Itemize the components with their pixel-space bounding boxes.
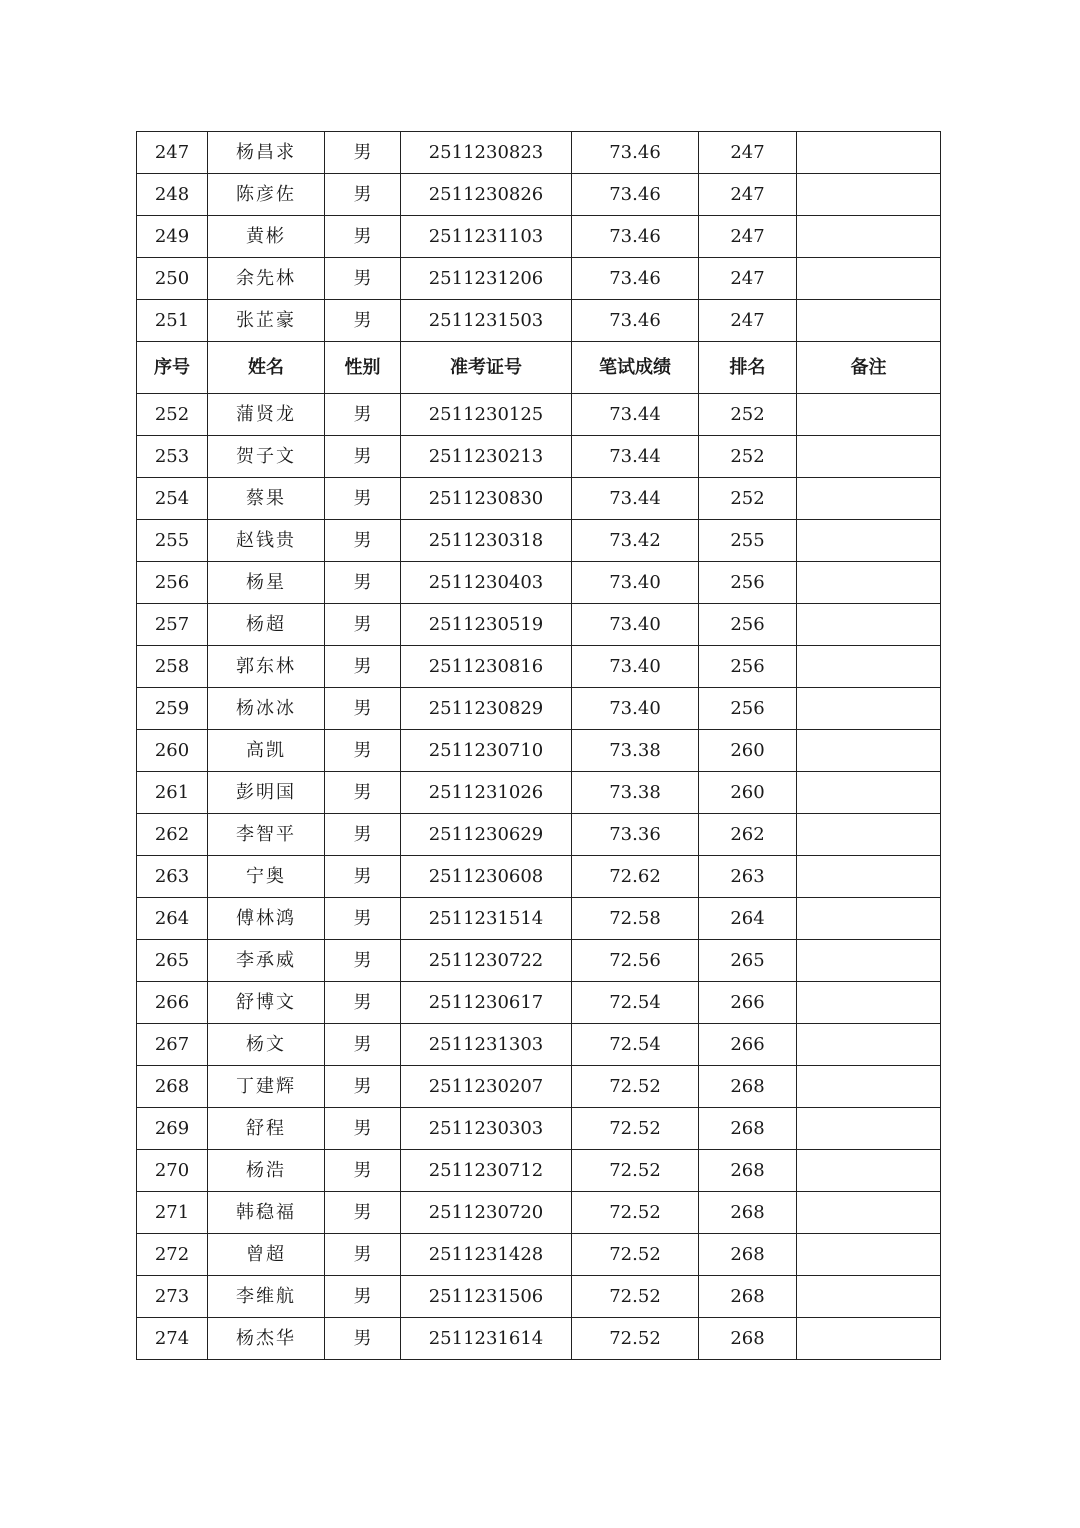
cell-col-index: 249 [137,216,208,258]
cell-col-name: 杨杰华 [208,1318,325,1360]
cell-col-exam-id: 2511231206 [401,258,572,300]
cell-col-remark [797,1066,941,1108]
cell-col-remark [797,814,941,856]
cell-col-name: 丁建辉 [208,1066,325,1108]
cell-col-remark [797,940,941,982]
cell-col-name: 彭明国 [208,772,325,814]
table-row [137,730,941,772]
table-row [137,1318,941,1360]
cell-col-name: 杨星 [208,562,325,604]
cell-col-gender: 男 [325,1276,401,1318]
cell-col-remark [797,1318,941,1360]
cell-col-index: 253 [137,436,208,478]
cell-col-name: 傅林鸿 [208,898,325,940]
cell-col-remark [797,132,941,174]
cell-col-remark [797,478,941,520]
cell-col-rank: 256 [699,646,797,688]
cell-col-remark [797,688,941,730]
cell-col-rank: 263 [699,856,797,898]
cell-col-remark [797,300,941,342]
cell-col-remark [797,1276,941,1318]
cell-col-gender: 男 [325,1150,401,1192]
cell-col-rank: 268 [699,1234,797,1276]
cell-col-score: 72.56 [572,940,699,982]
cell-col-name: 郭东林 [208,646,325,688]
cell-col-remark [797,258,941,300]
table-row [137,174,941,216]
cell-col-score: 73.38 [572,772,699,814]
cell-col-index: 268 [137,1066,208,1108]
cell-col-name: 黄彬 [208,216,325,258]
table-row [137,1276,941,1318]
cell-col-remark [797,1150,941,1192]
cell-col-index: 248 [137,174,208,216]
cell-col-gender: 男 [325,478,401,520]
cell-col-rank: 247 [699,216,797,258]
cell-col-exam-id: 2511231614 [401,1318,572,1360]
cell-col-name: 杨文 [208,1024,325,1066]
cell-col-score: 73.40 [572,604,699,646]
cell-col-gender: 男 [325,688,401,730]
cell-col-gender: 男 [325,1108,401,1150]
cell-col-score: 72.52 [572,1318,699,1360]
cell-col-name: 贺子文 [208,436,325,478]
cell-col-exam-id: 2511230830 [401,478,572,520]
cell-col-exam-id: 2511230826 [401,174,572,216]
cell-col-index: 272 [137,1234,208,1276]
cell-col-remark [797,730,941,772]
cell-col-name: 陈彦佐 [208,174,325,216]
header-cell-col-remark: 备注 [797,342,941,394]
table-row [137,216,941,258]
header-cell-col-gender: 性别 [325,342,401,394]
cell-col-gender: 男 [325,562,401,604]
cell-col-gender: 男 [325,1066,401,1108]
table-row [137,688,941,730]
cell-col-score: 73.44 [572,394,699,436]
cell-col-score: 72.52 [572,1276,699,1318]
cell-col-gender: 男 [325,940,401,982]
cell-col-exam-id: 2511231514 [401,898,572,940]
cell-col-rank: 266 [699,982,797,1024]
cell-col-remark [797,1234,941,1276]
cell-col-name: 高凯 [208,730,325,772]
cell-col-rank: 260 [699,730,797,772]
table-row [137,898,941,940]
cell-col-index: 257 [137,604,208,646]
cell-col-gender: 男 [325,604,401,646]
cell-col-rank: 247 [699,300,797,342]
cell-col-score: 73.36 [572,814,699,856]
cell-col-rank: 252 [699,436,797,478]
cell-col-exam-id: 2511231303 [401,1024,572,1066]
table-row [137,982,941,1024]
cell-col-name: 李承威 [208,940,325,982]
cell-col-score: 73.46 [572,216,699,258]
cell-col-exam-id: 2511230608 [401,856,572,898]
cell-col-remark [797,174,941,216]
table-row [137,394,941,436]
cell-col-score: 72.54 [572,1024,699,1066]
table-row [137,646,941,688]
cell-col-score: 73.46 [572,174,699,216]
cell-col-index: 271 [137,1192,208,1234]
cell-col-score: 73.40 [572,562,699,604]
cell-col-gender: 男 [325,216,401,258]
cell-col-gender: 男 [325,856,401,898]
cell-col-gender: 男 [325,730,401,772]
cell-col-gender: 男 [325,174,401,216]
table-row [137,1234,941,1276]
cell-col-rank: 256 [699,604,797,646]
table-row [137,1024,941,1066]
cell-col-index: 264 [137,898,208,940]
cell-col-gender: 男 [325,1192,401,1234]
cell-col-name: 蔡果 [208,478,325,520]
cell-col-name: 张芷豪 [208,300,325,342]
cell-col-remark [797,898,941,940]
cell-col-index: 251 [137,300,208,342]
cell-col-gender: 男 [325,814,401,856]
cell-col-index: 258 [137,646,208,688]
cell-col-gender: 男 [325,132,401,174]
header-cell-col-name: 姓名 [208,342,325,394]
cell-col-rank: 268 [699,1108,797,1150]
cell-col-rank: 268 [699,1150,797,1192]
cell-col-rank: 247 [699,174,797,216]
cell-col-remark [797,982,941,1024]
cell-col-score: 72.52 [572,1234,699,1276]
cell-col-exam-id: 2511231428 [401,1234,572,1276]
cell-col-score: 73.46 [572,300,699,342]
cell-col-rank: 256 [699,688,797,730]
table-row [137,1108,941,1150]
cell-col-rank: 247 [699,132,797,174]
cell-col-index: 274 [137,1318,208,1360]
cell-col-exam-id: 2511230823 [401,132,572,174]
cell-col-gender: 男 [325,394,401,436]
cell-col-name: 余先林 [208,258,325,300]
cell-col-exam-id: 2511230829 [401,688,572,730]
cell-col-score: 73.42 [572,520,699,562]
cell-col-rank: 252 [699,394,797,436]
cell-col-index: 266 [137,982,208,1024]
cell-col-remark [797,1024,941,1066]
cell-col-gender: 男 [325,646,401,688]
cell-col-gender: 男 [325,1318,401,1360]
cell-col-index: 247 [137,132,208,174]
cell-col-score: 72.52 [572,1066,699,1108]
table-row [137,940,941,982]
cell-col-exam-id: 2511230318 [401,520,572,562]
cell-col-rank: 255 [699,520,797,562]
cell-col-gender: 男 [325,772,401,814]
cell-col-index: 252 [137,394,208,436]
table-row [137,478,941,520]
cell-col-name: 杨昌求 [208,132,325,174]
cell-col-name: 杨超 [208,604,325,646]
header-cell-col-index: 序号 [137,342,208,394]
cell-col-index: 256 [137,562,208,604]
cell-col-score: 73.44 [572,436,699,478]
cell-col-rank: 264 [699,898,797,940]
cell-col-score: 72.58 [572,898,699,940]
cell-col-rank: 262 [699,814,797,856]
table-row [137,604,941,646]
cell-col-exam-id: 2511230617 [401,982,572,1024]
table-row [137,1066,941,1108]
cell-col-exam-id: 2511230519 [401,604,572,646]
cell-col-gender: 男 [325,1234,401,1276]
cell-col-rank: 266 [699,1024,797,1066]
cell-col-remark [797,856,941,898]
table-row [137,562,941,604]
cell-col-exam-id: 2511230720 [401,1192,572,1234]
cell-col-score: 72.54 [572,982,699,1024]
cell-col-index: 273 [137,1276,208,1318]
cell-col-index: 261 [137,772,208,814]
cell-col-remark [797,604,941,646]
score-table [136,131,941,1360]
cell-col-remark [797,394,941,436]
cell-col-remark [797,562,941,604]
cell-col-rank: 252 [699,478,797,520]
cell-col-remark [797,216,941,258]
table-row [137,772,941,814]
cell-col-score: 72.52 [572,1108,699,1150]
cell-col-remark [797,646,941,688]
cell-col-gender: 男 [325,1024,401,1066]
table-row [137,1150,941,1192]
cell-col-gender: 男 [325,520,401,562]
cell-col-exam-id: 2511230816 [401,646,572,688]
cell-col-exam-id: 2511230710 [401,730,572,772]
cell-col-index: 267 [137,1024,208,1066]
cell-col-index: 259 [137,688,208,730]
table-row [137,520,941,562]
cell-col-index: 250 [137,258,208,300]
cell-col-remark [797,1108,941,1150]
cell-col-index: 265 [137,940,208,982]
cell-col-exam-id: 2511230722 [401,940,572,982]
cell-col-gender: 男 [325,898,401,940]
table-row [137,436,941,478]
cell-col-exam-id: 2511230712 [401,1150,572,1192]
cell-col-index: 260 [137,730,208,772]
cell-col-gender: 男 [325,258,401,300]
cell-col-gender: 男 [325,300,401,342]
cell-col-name: 李智平 [208,814,325,856]
cell-col-index: 254 [137,478,208,520]
table-body [137,132,941,1360]
cell-col-score: 72.52 [572,1150,699,1192]
cell-col-exam-id: 2511231103 [401,216,572,258]
cell-col-name: 宁奥 [208,856,325,898]
cell-col-name: 杨冰冰 [208,688,325,730]
cell-col-score: 73.40 [572,688,699,730]
cell-col-score: 73.44 [572,478,699,520]
table-header-row [137,342,941,394]
cell-col-exam-id: 2511230125 [401,394,572,436]
cell-col-index: 255 [137,520,208,562]
cell-col-rank: 247 [699,258,797,300]
cell-col-index: 270 [137,1150,208,1192]
cell-col-name: 杨浩 [208,1150,325,1192]
cell-col-name: 舒程 [208,1108,325,1150]
table-row [137,258,941,300]
table-row [137,132,941,174]
cell-col-exam-id: 2511230213 [401,436,572,478]
cell-col-name: 李维航 [208,1276,325,1318]
header-cell-col-exam-id: 准考证号 [401,342,572,394]
cell-col-name: 蒲贤龙 [208,394,325,436]
cell-col-name: 舒博文 [208,982,325,1024]
cell-col-index: 263 [137,856,208,898]
cell-col-rank: 265 [699,940,797,982]
cell-col-gender: 男 [325,436,401,478]
cell-col-score: 72.52 [572,1192,699,1234]
cell-col-exam-id: 2511231026 [401,772,572,814]
cell-col-rank: 268 [699,1318,797,1360]
cell-col-exam-id: 2511230629 [401,814,572,856]
cell-col-exam-id: 2511231506 [401,1276,572,1318]
cell-col-exam-id: 2511230207 [401,1066,572,1108]
cell-col-rank: 268 [699,1066,797,1108]
cell-col-index: 269 [137,1108,208,1150]
cell-col-rank: 260 [699,772,797,814]
cell-col-rank: 268 [699,1276,797,1318]
cell-col-exam-id: 2511230303 [401,1108,572,1150]
cell-col-rank: 256 [699,562,797,604]
header-cell-col-score: 笔试成绩 [572,342,699,394]
cell-col-score: 73.46 [572,258,699,300]
cell-col-gender: 男 [325,982,401,1024]
cell-col-index: 262 [137,814,208,856]
cell-col-score: 72.62 [572,856,699,898]
cell-col-score: 73.38 [572,730,699,772]
table-row [137,300,941,342]
cell-col-score: 73.46 [572,132,699,174]
cell-col-exam-id: 2511231503 [401,300,572,342]
table-row [137,856,941,898]
table-row [137,1192,941,1234]
cell-col-score: 73.40 [572,646,699,688]
cell-col-exam-id: 2511230403 [401,562,572,604]
cell-col-remark [797,772,941,814]
table-row [137,814,941,856]
header-cell-col-rank: 排名 [699,342,797,394]
cell-col-name: 韩稳福 [208,1192,325,1234]
cell-col-name: 曾超 [208,1234,325,1276]
cell-col-rank: 268 [699,1192,797,1234]
cell-col-remark [797,520,941,562]
cell-col-name: 赵钱贵 [208,520,325,562]
cell-col-remark [797,1192,941,1234]
cell-col-remark [797,436,941,478]
